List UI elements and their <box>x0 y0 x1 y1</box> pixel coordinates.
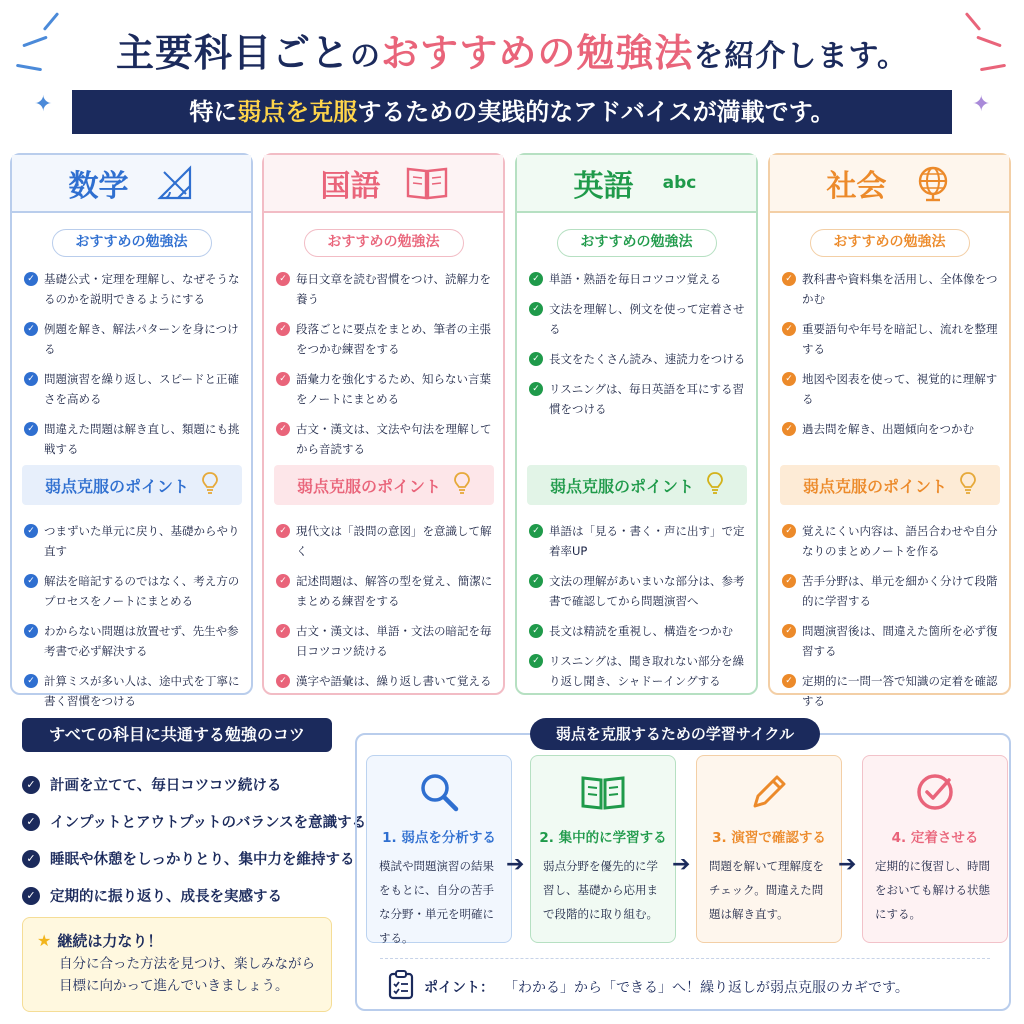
abc-icon <box>660 163 700 203</box>
recommended-label: おすすめの勉強法 <box>810 229 970 257</box>
check-icon: ✓ <box>24 322 38 336</box>
banner-highlight: 弱点を克服 <box>237 98 358 126</box>
item-text: 計画を立てて、毎日コツコツ続ける <box>50 778 282 794</box>
step-text: 弱点分野を優先的に学習し、基礎から応用まで段階的に取り組む。 <box>543 859 658 921</box>
weak-point-list <box>517 509 756 701</box>
list-item <box>782 319 1003 359</box>
check-icon: ✓ <box>24 674 38 688</box>
lightbulb-icon <box>959 471 977 499</box>
item-text: リスニングは、聞き取れない部分を繰り返し聞き、シャドーイングする <box>549 654 745 688</box>
recommended-list <box>264 257 503 459</box>
list-item <box>276 521 497 561</box>
step-text: 定期的に復習し、時間をおいても解ける状態にする。 <box>875 859 990 921</box>
list-item <box>24 319 245 359</box>
recommended-label: おすすめの勉強法 <box>557 229 717 257</box>
item-text: 計算ミスが多い人は、途中式を丁寧に書く習慣をつける <box>44 674 240 708</box>
arrow-right-icon: ➔ <box>838 852 857 877</box>
subject-title: 国語 <box>320 169 381 204</box>
item-text: 単語・熟語を毎日コツコツ覚える <box>549 272 722 286</box>
item-text: 段落ごとに要点をまとめ、筆者の主張をつかむ練習をする <box>296 322 492 356</box>
item-text: 問題演習を繰り返し、スピードと正確さを高める <box>44 372 240 406</box>
weak-point-label-text: 弱点克服のポイント <box>296 476 441 496</box>
check-icon: ✓ <box>529 382 543 396</box>
check-icon: ✓ <box>22 813 40 831</box>
list-item <box>529 651 750 691</box>
check-icon: ✓ <box>276 574 290 588</box>
check-icon: ✓ <box>782 674 796 688</box>
list-item <box>24 671 245 711</box>
sparkle-left-icon: ✦ <box>14 14 74 124</box>
pencil-icon <box>697 762 841 822</box>
item-text: 文法を理解し、例文を使って定着させる <box>549 302 745 336</box>
item-text: 文法の理解があいまいな部分は、参考書で確認してから問題演習へ <box>549 574 745 608</box>
list-item <box>24 571 245 611</box>
check-icon: ✓ <box>782 422 796 436</box>
check-icon: ✓ <box>782 322 796 336</box>
weak-point-label <box>22 465 242 505</box>
weak-point-list <box>264 509 503 701</box>
list-item <box>24 419 245 459</box>
check-icon: ✓ <box>782 574 796 588</box>
card-header <box>770 155 1009 213</box>
list-item <box>529 621 750 641</box>
book-icon <box>407 163 447 203</box>
item-text: リスニングは、毎日英語を耳にする習慣をつける <box>549 382 745 416</box>
list-item <box>782 369 1003 409</box>
weak-point-label-text: 弱点克服のポイント <box>44 476 189 496</box>
subject-card <box>768 153 1011 708</box>
recommended-label: おすすめの勉強法 <box>304 229 464 257</box>
list-item <box>782 269 1003 309</box>
point-label: ポイント： <box>424 980 494 996</box>
list-item <box>276 369 497 409</box>
weak-point-label <box>527 465 747 505</box>
page-title <box>0 22 1024 77</box>
title-highlight: おすすめの勉強法 <box>381 31 694 75</box>
subject-title: 英語 <box>573 169 634 204</box>
check-icon: ✓ <box>22 850 40 868</box>
list-item <box>782 621 1003 661</box>
weak-point-label-text: 弱点克服のポイント <box>549 476 694 496</box>
item-text: 過去問を解き、出題傾向をつかむ <box>802 422 975 436</box>
title-text: の <box>350 39 381 74</box>
check-icon: ✓ <box>529 624 543 638</box>
note-title: 継続は力なり！ <box>57 932 163 950</box>
star-icon: ★ <box>37 931 52 950</box>
note-title-row <box>37 930 317 951</box>
check-icon: ✓ <box>24 624 38 638</box>
recommended-list <box>12 257 251 459</box>
item-text: 現代文は「設問の意図」を意識して解く <box>296 524 492 558</box>
list-item <box>276 671 497 691</box>
weak-point-label <box>274 465 494 505</box>
step-title: 2. 集中的に学習する <box>539 830 667 846</box>
item-text: つまずいた単元に戻り、基礎からやり直す <box>44 524 240 558</box>
list-item <box>22 877 366 914</box>
item-text: わからない問題は放置せず、先生や参考書で必ず解決する <box>44 624 239 658</box>
recommended-list <box>770 257 1009 439</box>
check-icon: ✓ <box>782 272 796 286</box>
list-item <box>24 521 245 561</box>
subject-card <box>515 153 758 695</box>
step-title: 3. 演習で確認する <box>712 830 826 846</box>
item-text: 覚えにくい内容は、語呂合わせや自分なりのまとめノートを作る <box>802 524 998 558</box>
title-text: を紹介します。 <box>693 39 908 74</box>
title-text: 主要科目ごと <box>115 31 350 75</box>
list-item <box>276 319 497 359</box>
check-icon: ✓ <box>24 524 38 538</box>
item-text: 基礎公式・定理を理解し、なぜそうなるのかを説明できるようにする <box>44 272 240 306</box>
weak-point-list <box>12 509 251 721</box>
check-icon: ✓ <box>276 524 290 538</box>
common-tips-label: すべての科目に共通する勉強のコツ <box>22 718 332 752</box>
list-item <box>529 349 750 369</box>
recommended-list <box>517 257 756 419</box>
item-text: 古文・漢文は、文法や句法を理解してから音読する <box>296 422 492 456</box>
item-text: 長文は精読を重視し、構造をつかむ <box>549 624 733 638</box>
subject-card <box>262 153 505 695</box>
check-icon: ✓ <box>24 372 38 386</box>
check-icon: ✓ <box>276 624 290 638</box>
list-item <box>276 571 497 611</box>
banner-text: 特に <box>189 98 238 126</box>
list-item <box>276 621 497 661</box>
list-item <box>22 766 366 803</box>
sparkle-right-icon: ✦ <box>950 14 1010 124</box>
item-text: 漢字や語彙は、繰り返し書いて覚える <box>296 674 492 688</box>
magnifier-icon <box>367 762 511 822</box>
item-text: 苦手分野は、単元を細かく分けて段階的に学習する <box>802 574 998 608</box>
check-icon: ✓ <box>529 574 543 588</box>
list-item <box>22 803 366 840</box>
step-title: 4. 定着させる <box>891 830 979 846</box>
list-item <box>529 521 750 561</box>
banner-text: するための実践的なアドバイスが満載です。 <box>357 98 835 126</box>
subtitle-banner <box>72 90 952 134</box>
geometry-icon <box>155 163 195 203</box>
check-icon: ✓ <box>782 372 796 386</box>
step-text: 問題を解いて理解度をチェック。間違えた問題は解き直す。 <box>709 859 824 921</box>
card-header <box>264 155 503 213</box>
item-text: 毎日文章を読む習慣をつけ、読解力を養う <box>296 272 492 306</box>
item-text: 重要語句や年号を暗記し、流れを整理する <box>802 322 998 356</box>
list-item <box>276 419 497 459</box>
item-text: 単語は「見る・書く・声に出す」で定着率UP <box>549 524 745 558</box>
list-item <box>782 571 1003 611</box>
check-icon: ✓ <box>276 272 290 286</box>
cycle-step-4 <box>862 755 1008 943</box>
lightbulb-icon <box>453 471 471 499</box>
clipboard-icon <box>388 970 414 1004</box>
item-text: 問題演習後は、間違えた箇所を必ず復習する <box>802 624 998 658</box>
check-icon: ✓ <box>529 302 543 316</box>
check-icon: ✓ <box>782 624 796 638</box>
check-icon: ✓ <box>24 422 38 436</box>
item-text: 語彙力を強化するため、知らない言葉をノートにまとめる <box>296 372 492 406</box>
check-icon: ✓ <box>529 524 543 538</box>
check-circle-icon <box>863 762 1007 822</box>
cycle-point <box>388 970 909 1004</box>
recommended-label: おすすめの勉強法 <box>52 229 212 257</box>
check-icon: ✓ <box>529 352 543 366</box>
step-title: 1. 弱点を分析する <box>382 830 496 846</box>
list-item <box>24 369 245 409</box>
check-icon: ✓ <box>276 322 290 336</box>
item-text: 定期的に一問一答で知識の定着を確認する <box>802 674 998 708</box>
note-body: 自分に合った方法を見つけ、楽しみながら目標に向かって進んでいきましょう。 <box>59 956 315 994</box>
list-item <box>782 521 1003 561</box>
cycle-step-2 <box>530 755 676 943</box>
list-item <box>24 621 245 661</box>
check-icon: ✓ <box>24 272 38 286</box>
motivation-note <box>22 917 332 1012</box>
lightbulb-icon <box>201 471 219 499</box>
learning-cycle-label: 弱点を克服するための学習サイクル <box>530 718 820 750</box>
item-text: 解法を暗記するのではなく、考え方のプロセスをノートにまとめる <box>44 574 240 608</box>
globe-icon <box>913 163 953 203</box>
list-item <box>529 299 750 339</box>
list-item <box>529 379 750 419</box>
list-item <box>782 419 1003 439</box>
cycle-step-3 <box>696 755 842 943</box>
item-text: 間違えた問題は解き直し、類題にも挑戦する <box>44 422 240 456</box>
list-item <box>529 571 750 611</box>
lightbulb-icon <box>706 471 724 499</box>
subject-title: 数学 <box>68 169 129 204</box>
check-icon: ✓ <box>529 654 543 668</box>
item-text: 長文をたくさん読み、速読力をつける <box>549 352 746 366</box>
item-text: インプットとアウトプットのバランスを意識する <box>50 815 367 831</box>
arrow-right-icon: ➔ <box>672 852 691 877</box>
common-tips-list <box>22 766 366 914</box>
subject-title: 社会 <box>826 169 887 204</box>
check-icon: ✓ <box>276 372 290 386</box>
check-icon: ✓ <box>276 422 290 436</box>
item-text: 睡眠や休憩をしっかりとり、集中力を維持する <box>50 852 355 868</box>
card-header <box>517 155 756 213</box>
item-text: 教科書や資料集を活用し、全体像をつかむ <box>802 272 998 306</box>
divider <box>380 958 990 959</box>
item-text: 記述問題は、解答の型を覚え、簡潔にまとめる練習をする <box>296 574 493 608</box>
weak-point-label-text: 弱点克服のポイント <box>802 476 947 496</box>
list-item <box>22 840 366 877</box>
item-text: 例題を解き、解法パターンを身につける <box>44 322 239 356</box>
list-item <box>529 269 750 289</box>
abc-icon-text: abc <box>662 172 697 193</box>
point-text: 「わかる」から「できる」へ！繰り返しが弱点克服のカギです。 <box>504 980 909 996</box>
book-icon <box>531 762 675 822</box>
weak-point-list <box>770 509 1009 721</box>
check-icon: ✓ <box>22 887 40 905</box>
list-item <box>782 671 1003 711</box>
cycle-step-1 <box>366 755 512 943</box>
check-icon: ✓ <box>22 776 40 794</box>
item-text: 定期的に振り返り、成長を実感する <box>50 889 282 905</box>
check-icon: ✓ <box>276 674 290 688</box>
step-text: 模試や問題演習の結果をもとに、自分の苦手な分野・単元を明確にする。 <box>379 859 494 945</box>
card-header <box>12 155 251 213</box>
list-item <box>276 269 497 309</box>
item-text: 地図や図表を使って、視覚的に理解する <box>802 372 998 406</box>
check-icon: ✓ <box>529 272 543 286</box>
arrow-right-icon: ➔ <box>506 852 525 877</box>
item-text: 古文・漢文は、単語・文法の暗記を毎日コツコツ続ける <box>296 624 492 658</box>
check-icon: ✓ <box>24 574 38 588</box>
check-icon: ✓ <box>782 524 796 538</box>
subject-card <box>10 153 253 708</box>
list-item <box>24 269 245 309</box>
weak-point-label <box>780 465 1000 505</box>
